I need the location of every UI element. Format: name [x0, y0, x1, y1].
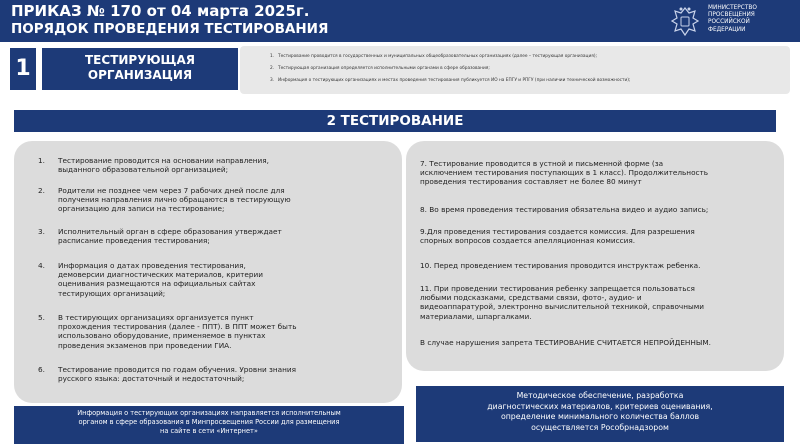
section1-number: 1: [10, 48, 36, 90]
list-item: 11. При проведении тестирования ребенку запрещается пользоваться любыми подсказками, средствами связи, фото-, аудио- и видеоаппаратурой, электронно вычислительной техникой, справочными материалами, шпаргалками.: [420, 284, 705, 321]
violation-warning: В случае нарушения запрета ТЕСТИРОВАНИЕ СЧИТАЕТСЯ НЕПРОЙДЕННЫМ.: [420, 338, 711, 347]
list-item: 4. Информация о датах проведения тестирования, демоверсии диагностических материалов, критерии оценивания размещаются на официальных сайтах тестирующих организаций;: [38, 261, 263, 298]
list-item: 5. В тестирующих организациях организуется пункт прохождения тестирования (далее - ППТ). В ППТ может быть использовано оборудование, применяемое в пунктах проведения экзаменов при проведении ГИА.: [38, 313, 297, 350]
header-bar: [0, 0, 800, 42]
info-note-right: Методическое обеспечение, разработка диагностических материалов, критериев оценивания, определение минимального количества баллов осуществляется Рособрнадзором: [416, 386, 784, 442]
section2-title: 2 ТЕСТИРОВАНИЕ: [14, 110, 776, 132]
list-item: 2. Родители не позднее чем через 7 рабочих дней после для получения направления лично обращаются в тестирующую организацию для записи на тестирование;: [38, 186, 291, 214]
list-item: 1. Тестирование проводится в государственных и муниципальных общеобразовательных организациях (далее – тестирующая организация);: [270, 54, 597, 59]
list-item: 6. Тестирование проводится по годам обучения. Уровни знания русского языка: достаточный и недостаточный;: [38, 365, 297, 384]
section1-title: ТЕСТИРУЮЩАЯ ОРГАНИЗАЦИЯ: [42, 48, 238, 90]
ministry-logo: [668, 2, 798, 40]
list-item: 1. Тестирование проводится на основании направления, выданного образовательной организацией;: [38, 156, 269, 175]
info-note-left: Информация о тестирующих организациях направляется исполнительным органом в сфере образования в Минпросвещения России для размещения на сайте в сети «Интернет»: [14, 406, 404, 444]
page-title: ПОРЯДОК ПРОВЕДЕНИЯ ТЕСТИРОВАНИЯ: [11, 21, 329, 37]
left-rules-panel: [14, 141, 402, 403]
section1-items: [240, 46, 790, 94]
list-item: 3. Исполнительный орган в сфере образования утверждает расписание проведения тестирования;: [38, 227, 282, 246]
right-rules-panel: [406, 141, 784, 371]
list-item: 9.Для проведения тестирования создается комиссия. Для разрешения спорных вопросов создается апелляционная комиссия.: [420, 227, 695, 246]
list-item: 8. Во время проведения тестирования обязательна видео и аудио запись;: [420, 205, 709, 214]
list-item: 2. Тестирующая организация определяется исполнительными органами в сфере образования;: [270, 66, 490, 71]
list-item: 10. Перед проведением тестирования проводится инструктаж ребенка.: [420, 261, 701, 270]
list-item: 3. Информация о тестирующих организациях и местах проведения тестирования публикуется ИО на ЕПГУ и РПГУ (при наличии технической возможности);: [270, 78, 631, 83]
coat-of-arms-icon: [668, 4, 702, 38]
list-item: 7. Тестирование проводится в устной и письменной форме (за исключением тестирования поступающих в 1 класс). Продолжительность проведения тестирования составляет не более 80 минут: [420, 159, 709, 187]
order-title: ПРИКАЗ № 170 от 04 марта 2025г.: [11, 2, 310, 20]
ministry-name: МИНИСТЕРСТВО ПРОСВЕЩЕНИЯ РОССИЙСКОЙ ФЕДЕРАЦИИ: [708, 5, 757, 33]
